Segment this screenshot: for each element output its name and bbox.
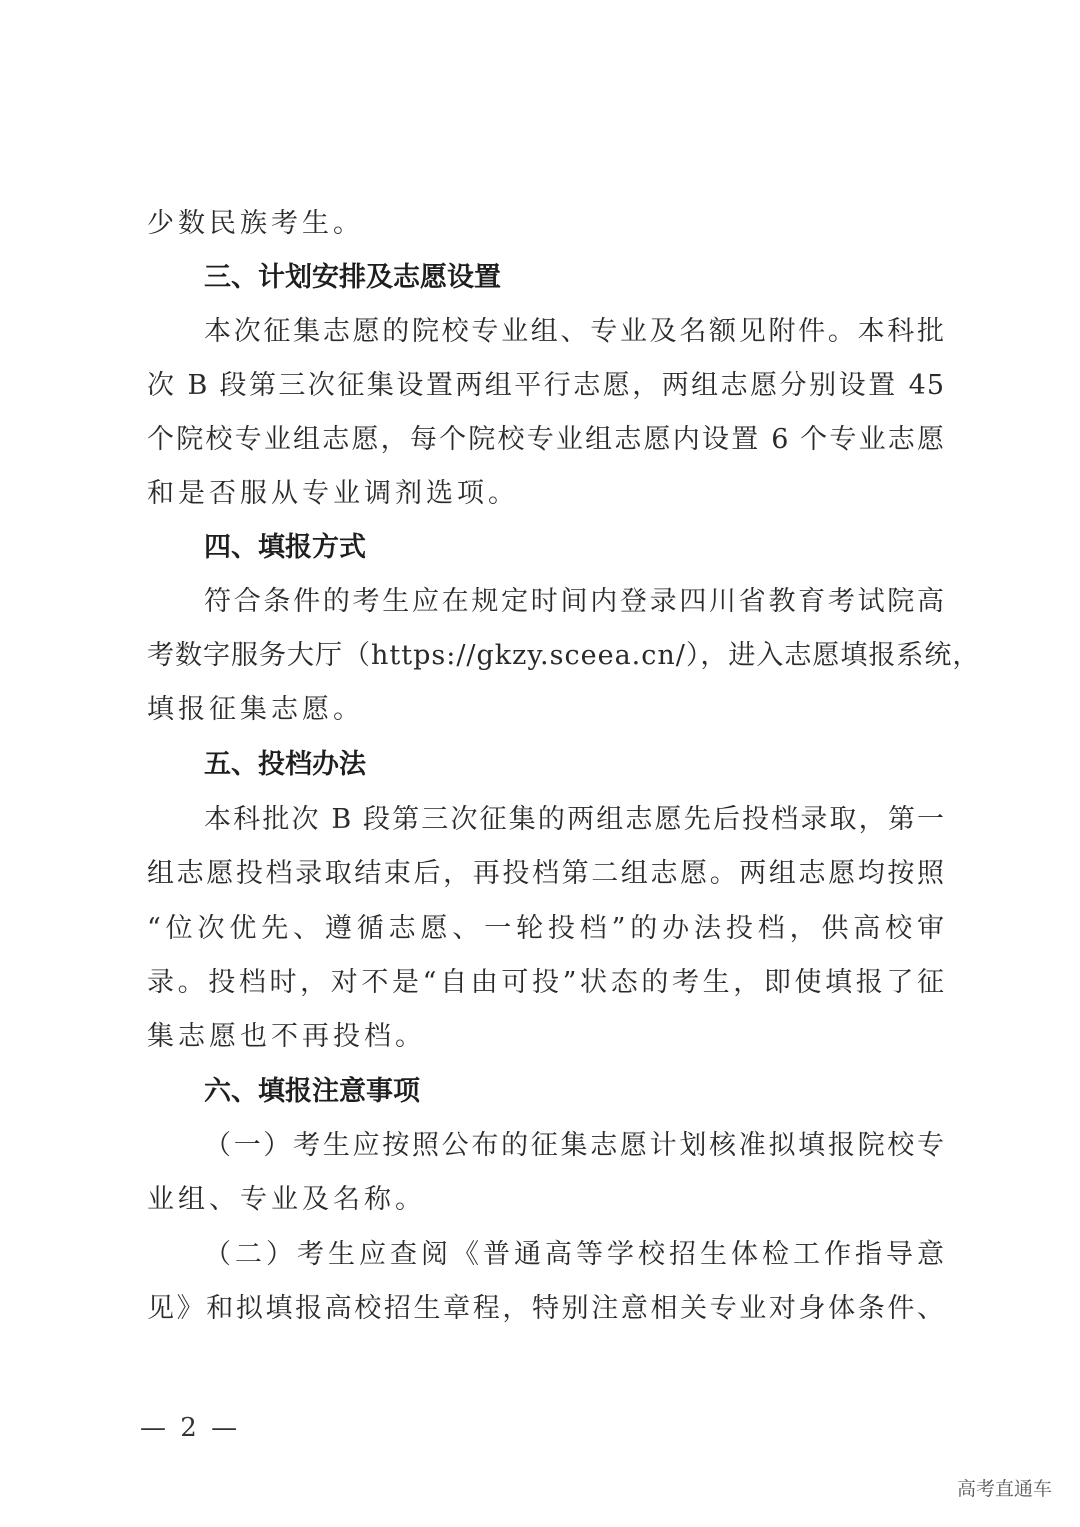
paragraph-line: 集志愿也不再投档。 bbox=[147, 1021, 426, 1052]
watermark-label: 高考直通车 bbox=[956, 1478, 1052, 1500]
paragraph-line: 填报征集志愿。 bbox=[147, 694, 364, 725]
section-heading-3: 三、计划安排及志愿设置 bbox=[204, 262, 501, 293]
paragraph-line: 组志愿投档录取结束后，再投档第二组志愿。两组志愿均按照 bbox=[147, 858, 945, 889]
page-number: — 2 — bbox=[140, 1413, 238, 1443]
paragraph-line: 见》和拟填报高校招生章程，特别注意相关专业对身体条件、 bbox=[147, 1293, 945, 1324]
paragraph-line: “位次优先、遵循志愿、一轮投档”的办法投档，供高校审 bbox=[147, 913, 945, 944]
paragraph-line: 少数民族考生。 bbox=[147, 208, 364, 239]
paragraph-line: （一）考生应按照公布的征集志愿计划核准拟填报院校专 bbox=[204, 1130, 945, 1161]
paragraph-line: 符合条件的考生应在规定时间内登录四川省教育考试院高 bbox=[204, 586, 945, 617]
paragraph-line: 本次征集志愿的院校专业组、专业及名额见附件。本科批 bbox=[204, 316, 945, 347]
paragraph-line: （二）考生应查阅《普通高等学校招生体检工作指导意 bbox=[204, 1239, 945, 1270]
paragraph-line: 本科批次 B 段第三次征集的两组志愿先后投档录取，第一 bbox=[204, 804, 945, 835]
section-heading-6: 六、填报注意事项 bbox=[204, 1076, 420, 1107]
section-heading-4: 四、填报方式 bbox=[204, 532, 366, 563]
section-heading-5: 五、投档办法 bbox=[204, 749, 366, 780]
paragraph-line: 和是否服从专业调剂选项。 bbox=[147, 478, 519, 509]
paragraph-line: 个院校专业组志愿，每个院校专业组志愿内设置 6 个专业志愿 bbox=[147, 424, 945, 455]
paragraph-line: 次 B 段第三次征集设置两组平行志愿，两组志愿分别设置 45 bbox=[147, 370, 945, 401]
paragraph-line-with-url: 考数字服务大厅（https://gkzy.sceea.cn/），进入志愿填报系统， bbox=[147, 640, 981, 671]
paragraph-line: 录。投档时，对不是“自由可投”状态的考生，即使填报了征 bbox=[147, 967, 945, 998]
paragraph-line: 业组、专业及名称。 bbox=[147, 1184, 426, 1215]
